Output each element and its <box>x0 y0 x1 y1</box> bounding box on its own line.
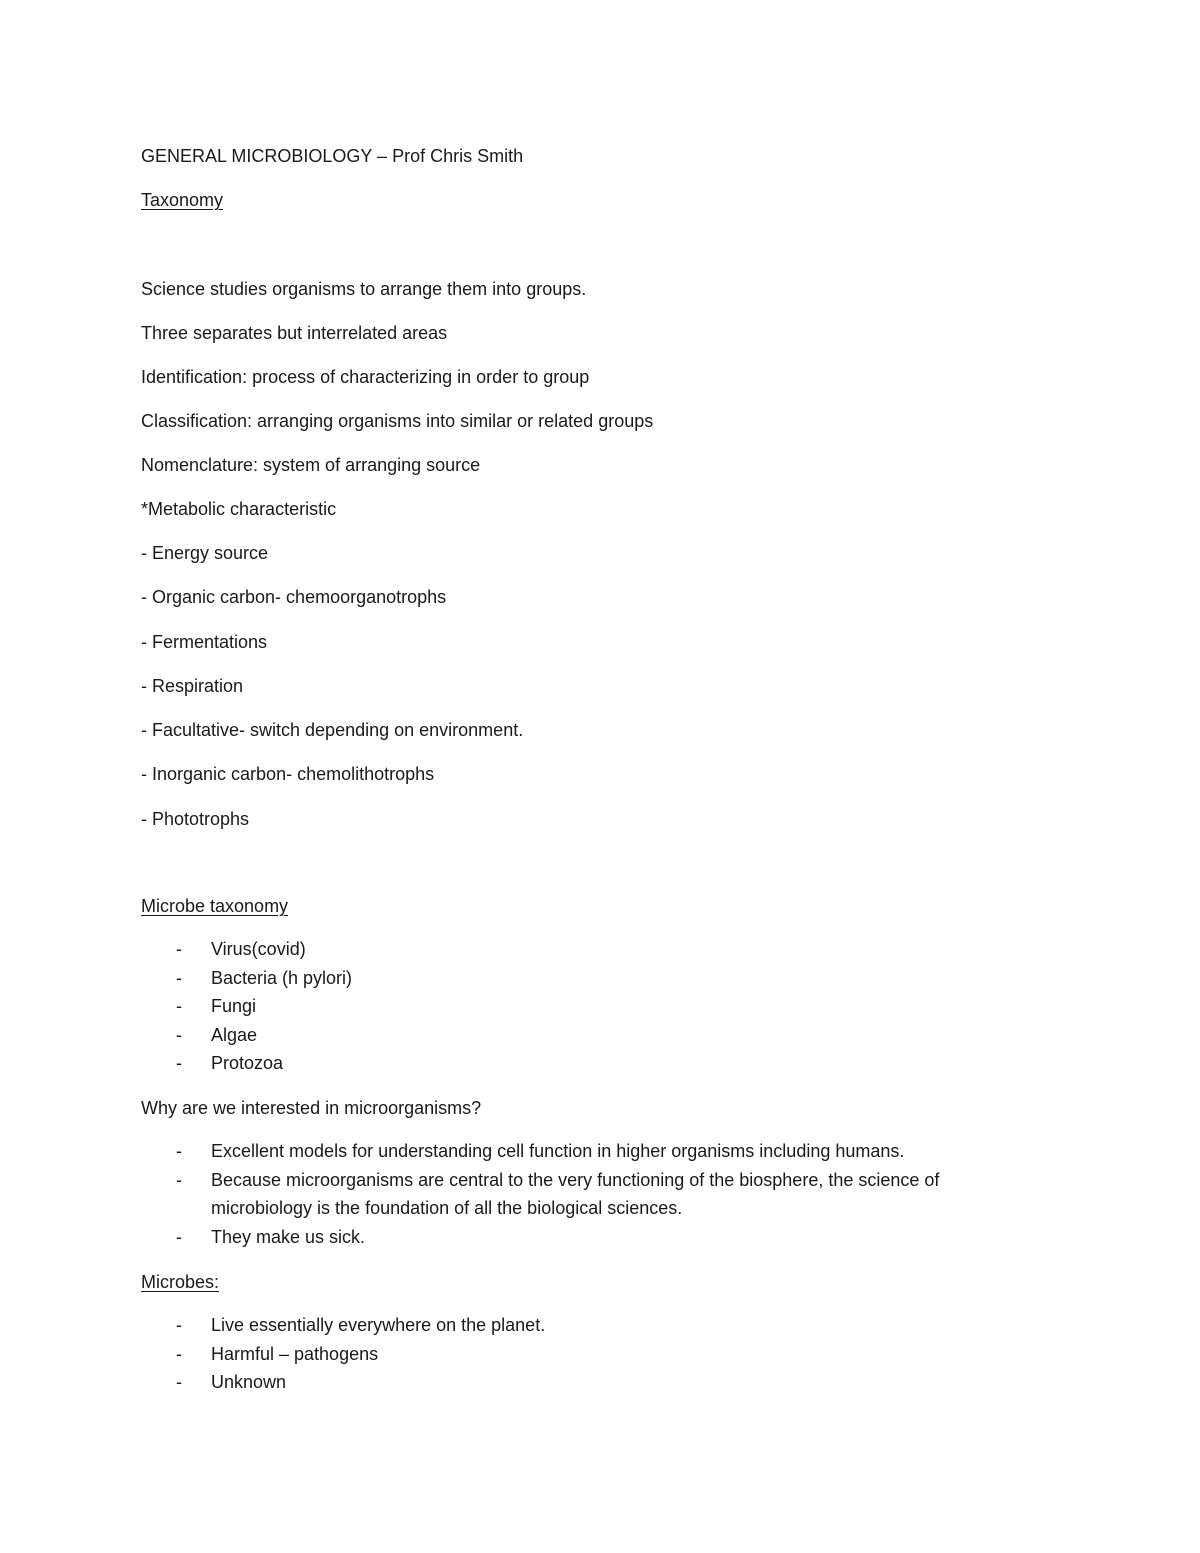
list-item: - Because microorganisms are central to the very functioning of the biosphere, the science of microbiology is the foundation of all the biological sciences. <box>141 1166 1041 1223</box>
dash-marker: - <box>176 1169 182 1190</box>
text-line: Identification: process of characterizing in order to group <box>141 367 590 387</box>
list-item: - Live essentially everywhere on the planet. <box>141 1311 1041 1340</box>
document-title: GENERAL MICROBIOLOGY – Prof Chris Smith <box>141 146 524 166</box>
text-line: Classification: arranging organisms into similar or related groups <box>141 411 654 431</box>
dash-marker: - <box>176 1024 182 1045</box>
dash-marker: - <box>176 967 182 988</box>
list-item: - Unknown <box>141 1368 1041 1397</box>
taxonomy-heading: Taxonomy <box>141 190 224 210</box>
text-line: - Organic carbon- chemoorganotrophs <box>141 587 447 607</box>
list-item: - Harmful – pathogens <box>141 1340 1041 1369</box>
text-line: Nomenclature: system of arranging source <box>141 455 481 475</box>
text-line: - Energy source <box>141 543 269 563</box>
microbes-list <box>141 1311 1041 1397</box>
text-line: Three separates but interrelated areas <box>141 323 448 343</box>
microbe-taxonomy-list <box>141 935 1041 1078</box>
list-item: - Protozoa <box>141 1049 1041 1078</box>
dash-marker: - <box>176 996 182 1016</box>
text-line: - Respiration <box>141 676 244 696</box>
list-item: - Algae <box>141 1021 1041 1050</box>
dash-marker: - <box>176 1315 182 1335</box>
dash-marker: - <box>176 1226 182 1247</box>
dash-marker: - <box>176 939 182 959</box>
dash-marker: - <box>176 1372 182 1392</box>
microbe-taxonomy-heading: Microbe taxonomy <box>141 896 289 916</box>
microbes-heading: Microbes: <box>141 1272 220 1292</box>
list-item: - Excellent models for understanding cell function in higher organisms including humans. <box>141 1137 1041 1166</box>
interest-question: Why are we interested in microorganisms? <box>141 1098 482 1118</box>
dash-marker: - <box>176 1053 182 1073</box>
list-item: - Virus(covid) <box>141 935 1041 964</box>
text-line: - Facultative- switch depending on environment. <box>141 720 524 740</box>
text-line: *Metabolic characteristic <box>141 499 337 519</box>
list-item: - They make us sick. <box>141 1223 1041 1252</box>
dash-marker: - <box>176 1343 182 1364</box>
text-line: - Phototrophs <box>141 809 250 829</box>
dash-marker: - <box>176 1141 182 1161</box>
interest-list <box>141 1137 1041 1251</box>
list-item: - Bacteria (h pylori) <box>141 964 1041 993</box>
list-item: - Fungi <box>141 992 1041 1021</box>
text-line: - Inorganic carbon- chemolithotrophs <box>141 764 435 784</box>
text-line: - Fermentations <box>141 632 268 652</box>
text-line: Science studies organisms to arrange them into groups. <box>141 279 587 299</box>
